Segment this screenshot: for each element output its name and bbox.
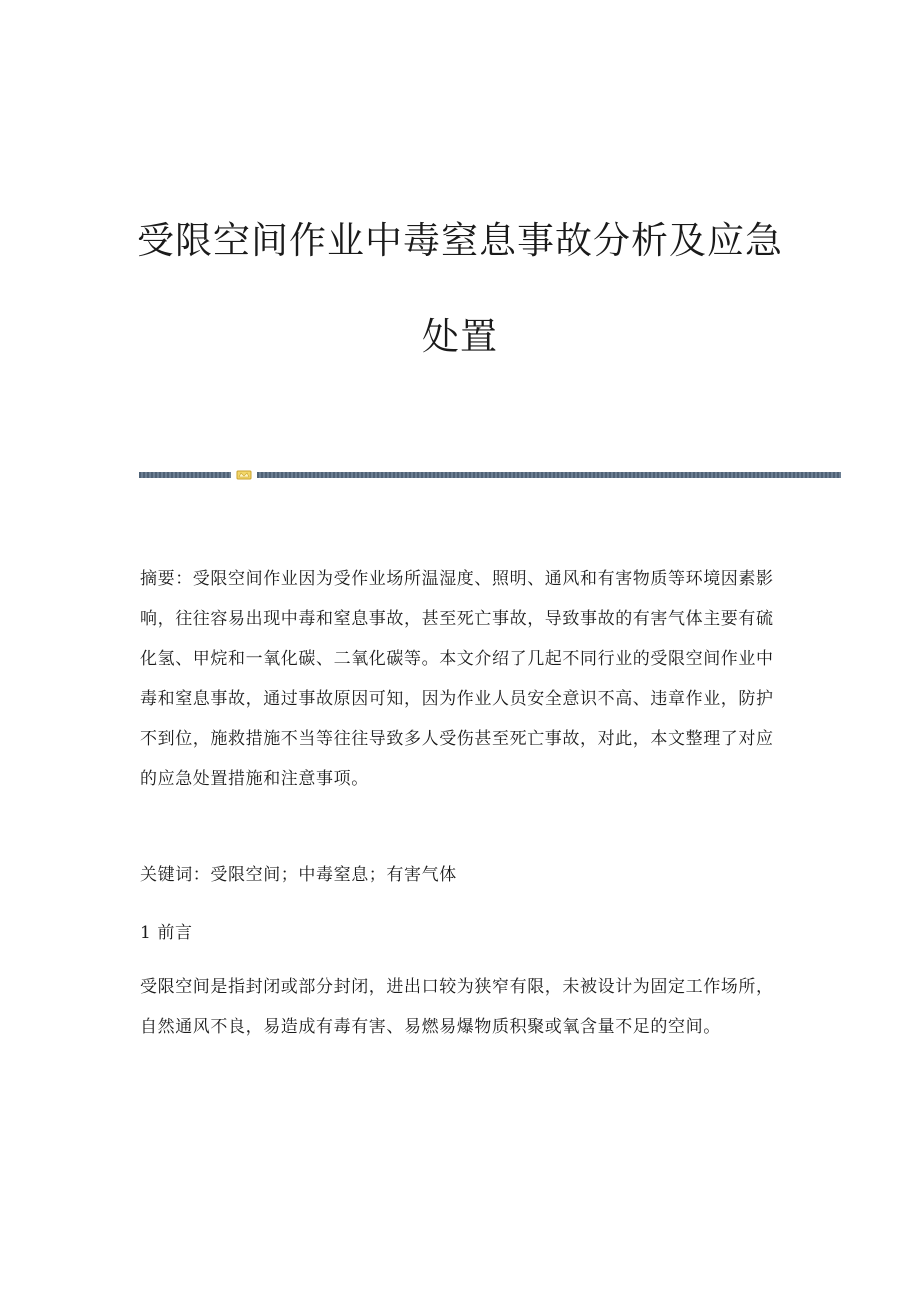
ornament-icon: [236, 470, 252, 480]
document-title-line1: 受限空间作业中毒窒息事故分析及应急: [137, 219, 783, 262]
section-heading: 1 前言: [140, 923, 193, 943]
abstract-paragraph: 摘要：受限空间作业因为受作业场所温湿度、照明、通风和有害物质等环境因素影响，往往容易出现中毒和窒息事故，甚至死亡事故，导致事故的有害气体主要有硫化氢、甲烷和一氧化碳、二氧化碳等。本文介绍了几起不同行业的受限空间作业中毒和窒息事故，通过事故原因可知，因为作业人员安全意识不高、违章作业，防护不到位，施救措施不当等往往导致多人受伤甚至死亡事故，对此，本文整理了对应的应急处置措施和注意事项。: [140, 569, 774, 789]
document-title-line2: 处置: [422, 315, 498, 358]
title-divider: [139, 470, 841, 480]
keywords-line: 关键词：受限空间；中毒窒息；有害气体: [140, 865, 457, 885]
divider-bar-right: [257, 472, 841, 478]
intro-paragraph: 受限空间是指封闭或部分封闭，进出口较为狭窄有限，未被设计为固定工作场所，自然通风不良，易造成有毒有害、易燃易爆物质积聚或氧含量不足的空间。: [140, 977, 774, 1037]
divider-bar-left: [139, 472, 231, 478]
